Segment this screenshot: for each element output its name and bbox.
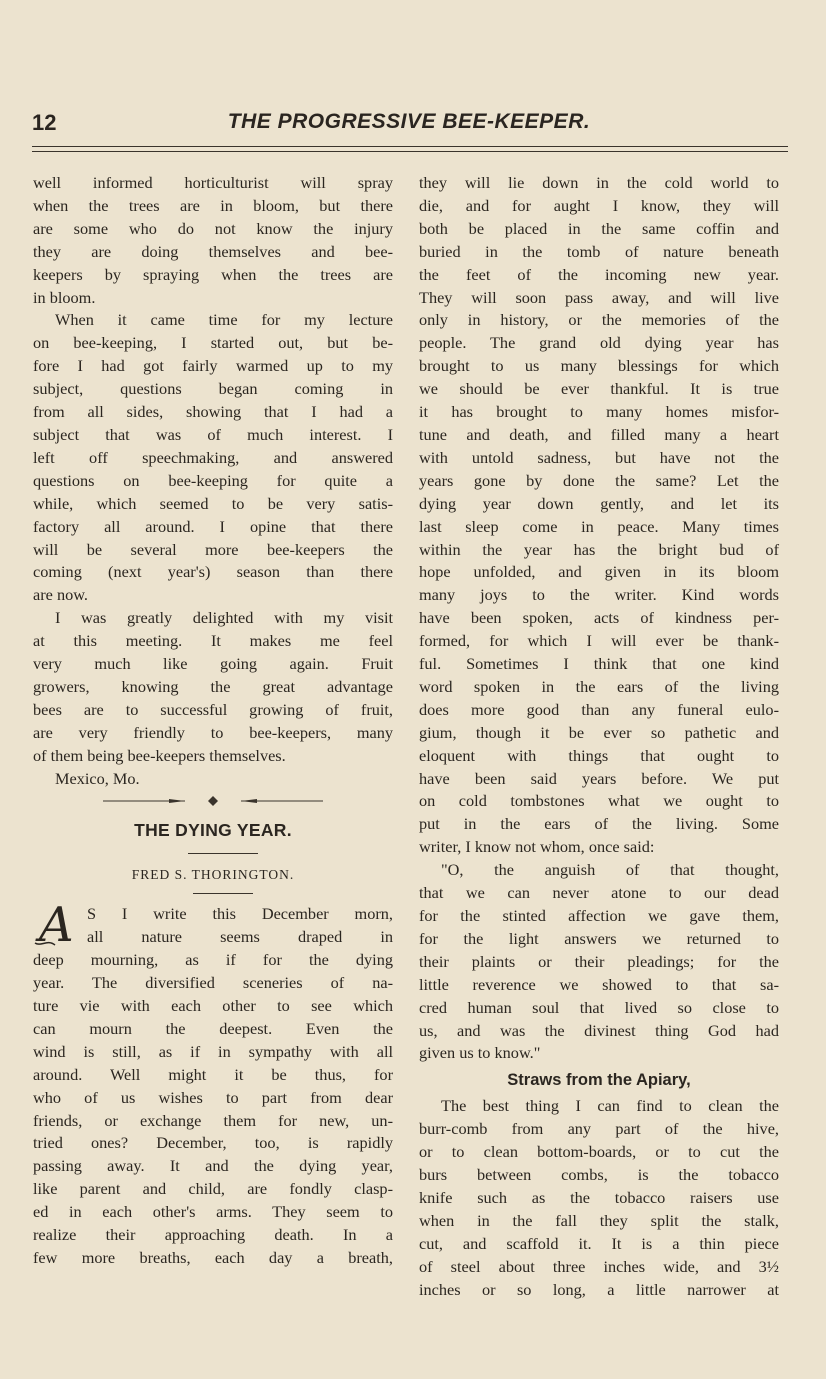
- text-line: does more good than any funeral eulo-: [419, 699, 779, 719]
- text-line: they will lie down in the cold world to: [419, 173, 779, 192]
- text-line: well informed horticulturist will spray: [33, 173, 393, 192]
- text-line: hope unfolded, and given in its bloom: [419, 562, 779, 582]
- text-line: at this meeting. It makes me feel: [33, 631, 393, 651]
- dropcap-paragraph: [33, 899, 393, 950]
- text-line: on cold tombstones what we ought to: [419, 791, 779, 811]
- text-line: have been spoken, acts of kindness per-: [419, 608, 779, 628]
- text-line: gium, though it be ever so pathetic and: [419, 722, 779, 742]
- text-line: "O, the anguish of that thought,: [441, 860, 779, 880]
- text-line: The best thing I can find to clean the: [441, 1096, 779, 1116]
- text-line: put in the ears of the living. Some: [419, 814, 779, 834]
- text-line: many joys to the writer. Kind words: [419, 585, 779, 605]
- text-line: from all sides, showing that I had a: [33, 402, 393, 422]
- text-line: with untold sadness, but have not the: [419, 447, 779, 467]
- text-line: both be placed in the same coffin and: [419, 218, 779, 238]
- text-line: on bee-keeping, I started out, but be-: [33, 333, 393, 353]
- text-line: burs between combs, is the tobacco: [419, 1165, 779, 1185]
- text-line: like parent and child, are fondly clasp-: [33, 1179, 393, 1199]
- text-line: realize their approaching death. In a: [33, 1225, 393, 1245]
- article-title: THE DYING YEAR.: [134, 820, 292, 841]
- text-line: ture vie with each other to see which: [33, 995, 393, 1015]
- text-line: of them being bee-keepers themselves.: [33, 745, 286, 765]
- text-line: buried in the tomb of nature beneath: [419, 241, 779, 261]
- text-line: die, and for aught I know, they will: [419, 195, 779, 215]
- text-line: cut, and scaffold it. It is a thin piece: [419, 1233, 779, 1253]
- right-column: [419, 172, 779, 1302]
- byline-rule: [33, 887, 393, 903]
- text-line: are now.: [33, 585, 88, 605]
- text-line: last sleep come in peace. Many times: [419, 516, 779, 536]
- text-line: all nature seems draped in: [87, 927, 393, 947]
- text-line: given us to know.": [419, 1043, 541, 1063]
- text-line: brought to us many blessings for which: [419, 356, 779, 376]
- text-line: coming (next year's) season than there: [33, 562, 393, 582]
- left-para-4: [33, 949, 393, 1270]
- text-line: wind is still, as if in sympathy with all: [33, 1041, 393, 1061]
- text-line: for the stinted affection we gave them,: [419, 906, 779, 925]
- left-para-3: [33, 607, 393, 767]
- text-line: tried ones? December, too, is rapidly: [33, 1133, 393, 1153]
- title-rule: [33, 847, 393, 863]
- text-line: when in the fall they split the stalk,: [419, 1210, 779, 1230]
- article-signoff: Mexico, Mo.: [55, 768, 140, 788]
- text-line: S I write this December morn,: [87, 904, 393, 924]
- text-line: questions on bee-keeping for quite a: [33, 470, 393, 490]
- text-line: bees are to successful growing of fruit,: [33, 699, 393, 719]
- text-line: very much like going again. Fruit: [33, 654, 393, 674]
- text-line: dying year down gently, and let its: [419, 493, 779, 513]
- text-line: can mourn the deepest. Even the: [33, 1018, 393, 1038]
- text-line: They will soon pass away, and will live: [419, 287, 779, 307]
- page-number: 12: [32, 110, 57, 135]
- text-line: only in history, or the memories of the: [419, 310, 779, 330]
- dropcap-icon: [31, 899, 85, 949]
- text-line: burr-comb from any part of the hive,: [419, 1119, 779, 1139]
- text-line: ed in each other's arms. They seem to: [33, 1202, 393, 1222]
- text-line: for the light answers we returned to: [419, 928, 779, 948]
- text-line: passing away. It and the dying year,: [33, 1156, 393, 1176]
- header-rule-top: [32, 146, 788, 147]
- text-line: the feet of the incoming new year.: [419, 264, 779, 284]
- right-para-2: [419, 1095, 779, 1301]
- text-line: us, and was the divinest thing God had: [419, 1020, 779, 1040]
- text-line: few more breaths, each day a breath,: [33, 1247, 393, 1267]
- ornament-rule-icon: [103, 794, 323, 808]
- header-rule-bottom: [32, 151, 788, 152]
- text-line: they are doing themselves and bee-: [33, 241, 393, 261]
- text-line: who of us wishes to part from dear: [33, 1087, 393, 1107]
- text-line: their plaints or their pleadings; for the: [419, 951, 779, 971]
- journal-title: THE PROGRESSIVE BEE-KEEPER.: [227, 110, 591, 133]
- text-line: ful. Sometimes I think that one kind: [419, 654, 779, 674]
- text-line: years gone by done the same? Let the: [419, 470, 779, 490]
- text-line: I was greatly delighted with my visit: [55, 608, 393, 628]
- left-para-2: [33, 309, 393, 607]
- text-line: will be several more bee-keepers the: [33, 539, 393, 559]
- text-line: are very friendly to bee-keepers, many: [33, 722, 393, 742]
- text-line: people. The grand old dying year has: [419, 333, 779, 353]
- text-line: left off speechmaking, and answered: [33, 447, 393, 467]
- text-line: or to clean bottom-boards, or to cut the: [419, 1142, 779, 1162]
- text-line: fore I had got fairly warmed up to my: [33, 356, 393, 376]
- text-line: year. The diversified sceneries of na-: [33, 973, 393, 993]
- text-line: subject, questions began coming in: [33, 379, 393, 399]
- article-byline: FRED S. THORINGTON.: [131, 867, 295, 883]
- text-line: growers, knowing the great advantage: [33, 676, 393, 696]
- article-title: Straws from the Apiary,: [507, 1071, 691, 1090]
- text-line: eloquent with things that ought to: [419, 745, 779, 765]
- text-line: within the year has the bright bud of: [419, 539, 779, 559]
- text-line: of steel about three inches wide, and 3½: [419, 1256, 779, 1276]
- text-line: that we can never atone to our dead: [419, 883, 779, 903]
- text-line: have been said years before. We put: [419, 768, 779, 788]
- text-line: around. Well might it be thus, for: [33, 1064, 393, 1084]
- text-line: formed, for which I will ever be thank-: [419, 631, 779, 651]
- right-para-1: [419, 172, 779, 859]
- right-quote: [419, 859, 779, 1065]
- text-line: word spoken in the ears of the living: [419, 676, 779, 696]
- text-line: when the trees are in bloom, but there: [33, 195, 393, 215]
- text-line: in bloom.: [33, 287, 96, 307]
- text-line: factory all around. I opine that there: [33, 516, 393, 536]
- text-line: cred human soul that lived so close to: [419, 997, 779, 1017]
- text-line: subject that was of much interest. I: [33, 424, 393, 444]
- text-line: When it came time for my lecture: [55, 310, 393, 330]
- left-column: [33, 172, 393, 1270]
- left-para-1: [33, 172, 393, 309]
- text-line: are some who do not know the injury: [33, 218, 393, 238]
- text-line: knife such as the tobacco raisers use: [419, 1187, 779, 1207]
- text-line: friends, or exchange them for new, un-: [33, 1110, 393, 1130]
- text-line: little reverence we showed to that sa-: [419, 974, 779, 994]
- svg-text:A: A: [39, 899, 74, 950]
- text-line: we should be ever thankful. It is true: [419, 379, 779, 399]
- page-header: [32, 110, 786, 140]
- text-line: while, which seemed to be very satis-: [33, 493, 393, 513]
- text-line: writer, I know not whom, once said:: [419, 837, 655, 857]
- text-line: inches or so long, a little narrower at: [419, 1279, 779, 1299]
- text-line: it has brought to many homes misfor-: [419, 402, 779, 422]
- ornament-divider: [33, 790, 393, 813]
- text-line: keepers by spraying when the trees are: [33, 264, 393, 284]
- text-line: deep mourning, as if for the dying: [33, 950, 393, 970]
- text-line: tune and death, and filled many a heart: [419, 424, 779, 444]
